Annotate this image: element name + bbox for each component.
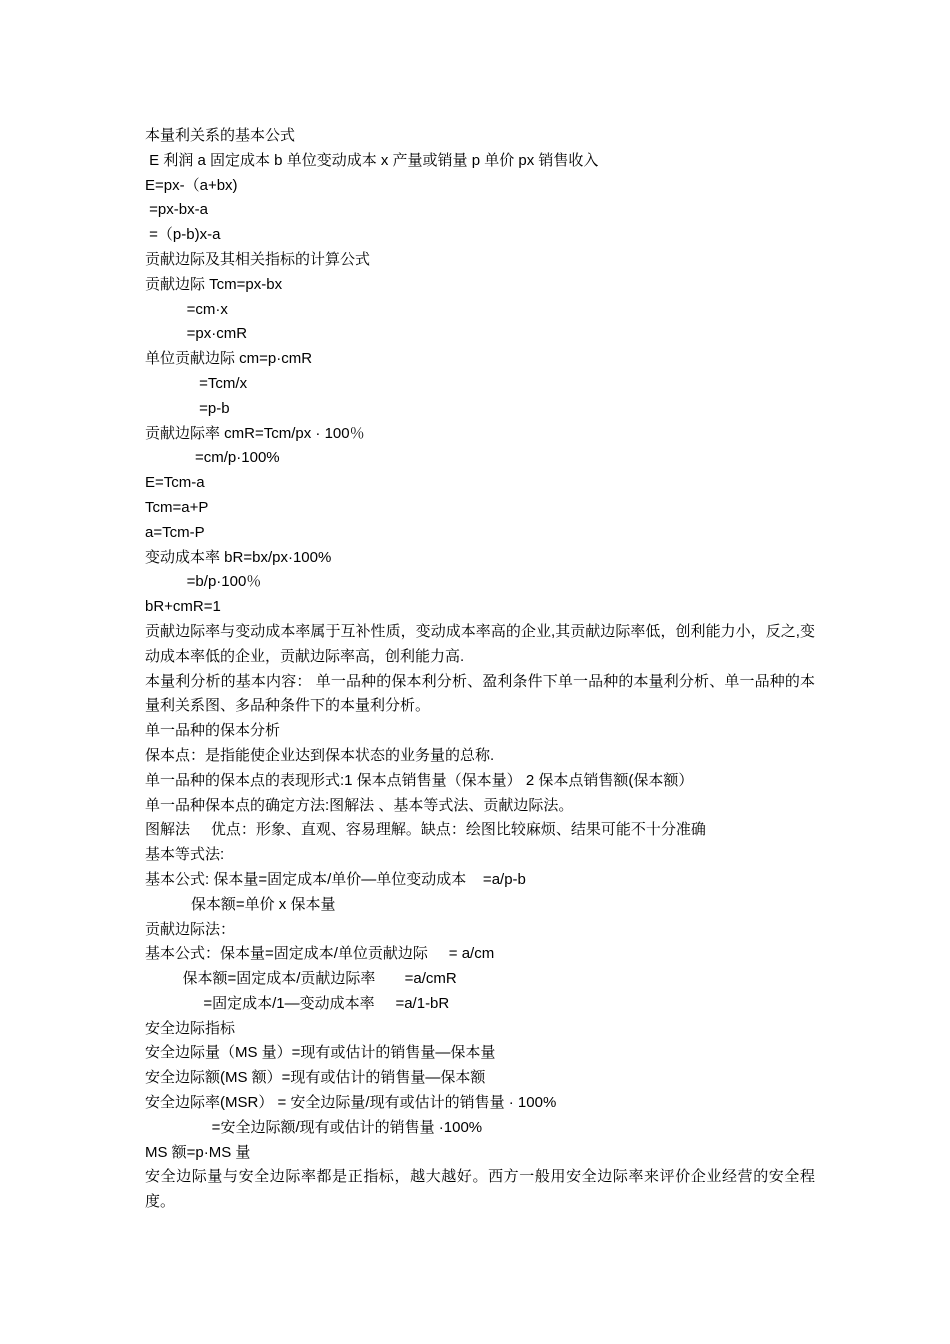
- text-line: 图解法 优点：形象、直观、容易理解。缺点：绘图比较麻烦、结果可能不十分准确: [145, 821, 706, 839]
- section-heading: 贡献边际法：: [145, 920, 236, 938]
- formula-line: =b/p·100％: [145, 573, 262, 591]
- formula-line: Tcm=a+P: [145, 498, 209, 516]
- formula-line: 安全边际量（MS 量）=现有或估计的销售量—保本量: [145, 1044, 496, 1062]
- variable-definitions: E 利润 a 固定成本 b 单位变动成本 x 产量或销量 p 单价 px 销售收入: [145, 151, 599, 169]
- formula-line: 贡献边际率 cmR=Tcm/px · 100％: [145, 424, 365, 442]
- formula-line: 保本额=固定成本/贡献边际率 =a/cmR: [145, 970, 457, 988]
- formula-line: =px-bx-a: [145, 201, 208, 219]
- formula-line: =p-b: [145, 399, 230, 417]
- text-line: 单一品种保本点的确定方法:图解法 、基本等式法、贡献边际法。: [145, 796, 574, 814]
- paragraph-complementarity: 贡献边际率与变动成本率属于互补性质，变动成本率高的企业,其贡献边际率低，创利能力小，反之,变动成本率低的企业，贡献边际率高，创利能力高.: [145, 622, 815, 665]
- formula-line: 单位贡献边际 cm=p·cmR: [145, 350, 313, 368]
- formula-line: 基本公式：保本量=固定成本/单位贡献边际 = a/cm: [145, 945, 495, 963]
- formula-line: bR+cmR=1: [145, 598, 221, 616]
- section-heading: 单一品种的保本分析: [145, 722, 281, 740]
- text-line: 单一品种的保本点的表现形式:1 保本点销售量（保本量） 2 保本点销售额(保本额）: [145, 771, 694, 789]
- paragraph-safety-margin: 安全边际量与安全边际率都是正指标，越大越好。西方一般用安全边际率来评价企业经营的安全程度。: [145, 1168, 815, 1211]
- formula-line: =安全边际额/现有或估计的销售量 ·100%: [145, 1118, 483, 1136]
- formula-line: =Tcm/x: [145, 374, 248, 392]
- formula-line: =（p-b)x-a: [145, 226, 221, 244]
- paragraph-analysis-content: 本量利分析的基本内容： 单一品种的保本利分析、盈利条件下单一品种的本量利分析、单一品种的本量利关系图、多品种条件下的本量利分析。: [145, 672, 815, 715]
- formula-line: 安全边际率(MSR） = 安全边际量/现有或估计的销售量 · 100%: [145, 1094, 557, 1112]
- formula-line: 基本公式: 保本量=固定成本/单价—单位变动成本 =a/p-b: [145, 870, 526, 888]
- formula-line: =cm·x: [145, 300, 228, 318]
- formula-line: E=px-（a+bx): [145, 176, 238, 194]
- formula-line: MS 额=p·MS 量: [145, 1143, 251, 1161]
- section-heading: 安全边际指标: [145, 1019, 236, 1037]
- doc-title: 本量利关系的基本公式: [145, 127, 296, 144]
- formula-line: 保本额=单价 x 保本量: [145, 895, 336, 913]
- section-heading: 贡献边际及其相关指标的计算公式: [145, 250, 371, 268]
- formula-line: =固定成本/1—变动成本率 =a/1-bR: [145, 994, 450, 1012]
- section-heading: 基本等式法:: [145, 846, 225, 864]
- text-line: 保本点：是指能使企业达到保本状态的业务量的总称.: [145, 746, 495, 764]
- formula-line: 变动成本率 bR=bx/px·100%: [145, 548, 332, 566]
- document-body: [145, 124, 815, 1215]
- formula-line: =cm/p·100%: [145, 449, 280, 467]
- formula-line: E=Tcm-a: [145, 474, 205, 492]
- formula-line: 安全边际额(MS 额）=现有或估计的销售量—保本额: [145, 1069, 486, 1087]
- formula-line: a=Tcm-P: [145, 523, 205, 541]
- formula-line: 贡献边际 Tcm=px-bx: [145, 275, 283, 293]
- formula-line: =px·cmR: [145, 325, 248, 343]
